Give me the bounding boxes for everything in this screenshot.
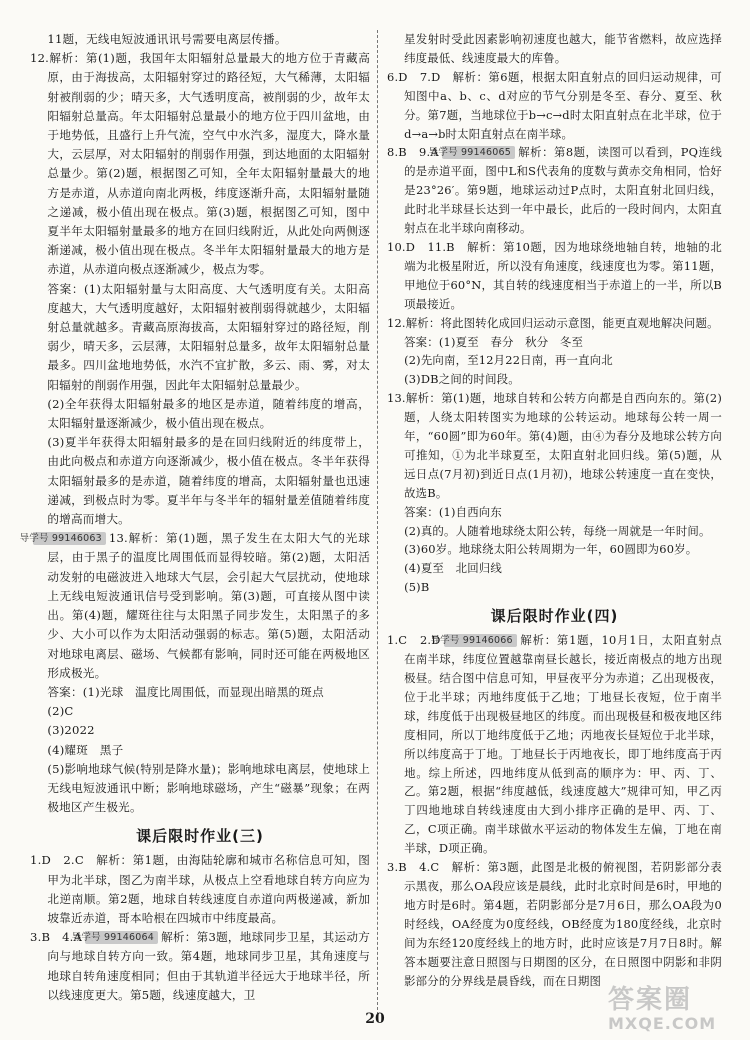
watermark-title: 答案圈 bbox=[608, 985, 693, 1015]
answer-12-key-3: (3)DB之间的时间段。 bbox=[404, 372, 520, 387]
answer-8-9-head: 8.B 9.A bbox=[387, 145, 439, 160]
left-column bbox=[19, 30, 371, 1005]
answer-12-explanation: 12.解析：第(1)题，我国年太阳辐射总量最大的地方位于青藏高原，由于海拔高，太阳辐射穿过的路径短，大气稀薄，太阳辐射被削弱的少；晴天多，大气透明度高，被削弱的少，故年太阳辐射总量高。年太阳辐射总量最小的地方位于四川盆地，由于地势低，且盛行上升气流，空气中水汽多，湿度大，降水量大，云层厚，对太阳辐射的削弱作用强，到达地面的太阳辐射总量少。第(2)题，根据图乙可知，全年太阳辐射量最大的地方是赤道，从赤道向南北两极，纬度逐渐升高，太阳辐射量随之递减，极小值出现在极点。第(3)题，根据图乙可知，图中夏半年太阳辐射量最多的地方在回归线附近，从此处向两侧逐渐递减，极小值出现在极点。冬半年太阳辐射量最大的地方是赤道，从赤道向极点逐渐减少，极点为零。 bbox=[30, 51, 370, 277]
answer-12-key-1: 答案：(1)太阳辐射量与太阳高度、大气透明度有关。太阳高度越大，大气透明度越好，太阳辐射被削弱得就越少，太阳辐射总量就越多。青藏高原海拔高，太阳辐射穿过的路径短，削弱少，晴天多，云层薄，太阳辐射总量多，故年太阳辐射总量最多。四川盆地地势低，水汽不宜扩散，多云、雨、雾，对太阳辐射的削弱作用强，因此年太阳辐射总量最少。 bbox=[47, 281, 370, 392]
guide-number-badge: 导学号 99146065 bbox=[442, 146, 515, 159]
answer-13-key-2: (2)真的。人随着地球绕太阳公转，每绕一周就是一年时间。 bbox=[404, 523, 711, 538]
column-divider bbox=[377, 30, 378, 1020]
answer-13-text: 13.解析：第(1)题，黑子发生在太阳大气的光球层，由于黑子的温度比周围低而显得较暗。第(2)题，太阳活动发射的电磁波进入地球大气层，会引起大气层扰动，使地球上无线电短波通讯信号受到影响。第(3)题，可直接从图中读出。第(4)题，耀斑往往与太阳黑子同步发生，太阳黑子的多少、大小可以作为太阳活动强弱的标志。第(5)题，太阳活动对地球电离层、磁场、气候都有影响，同时还可能在两极地区形成极光。 bbox=[47, 531, 370, 680]
answer-12-key-2: (2)先向南，至12月22日南，再一直向北 bbox=[404, 353, 613, 368]
answer-1-2-head: 1.C 2.D bbox=[387, 633, 441, 648]
text-line: 星发射时受此因素影响初速度也越大，能节省燃料，故应选择纬度最低、线速度最大的库鲁。 bbox=[404, 32, 722, 65]
answer-13-explanation bbox=[19, 529, 370, 683]
answer-13-key-1: 答案：(1)光球 温度比周围低，而显现出暗黑的斑点 bbox=[47, 684, 324, 699]
answer-6-7: 6.D 7.D 解析：第6题，根据太阳直射点的回归运动规律，可知图中a、b、c、d对应的节气分别是冬至、春分、夏至、秋分。第7题，当地球位于b→c→d时太阳直射点在北半球，位于d→a→b时太阳直射点在南半球。 bbox=[387, 69, 722, 141]
section-title-4: 课后限时作业(四) bbox=[490, 607, 619, 626]
answer-13-key-5: (5)影响地球气候(特别是降水量)；影响地球电离层，使地球上无线电短波通讯中断；影响地球磁场，产生“磁暴”现象；在两极地区产生极光。 bbox=[47, 761, 370, 815]
answer-12-key-1: 答案：(1)夏至 春分 秋分 冬至 bbox=[404, 334, 584, 349]
answer-10-11: 10.D 11.B 解析：第10题，因为地球绕地轴自转，地轴的北端为北极星附近，所以没有角速度，线速度也为零。第11题，甲地位于60°N，其自转的线速度相当于赤道上的一半，所以B项最接近。 bbox=[387, 239, 722, 311]
text-line: 11题，无线电短波通讯讯号需要电离层传播。 bbox=[47, 32, 287, 46]
page-number: 20 bbox=[365, 1011, 385, 1027]
answer-12-key-2: (2)全年获得太阳辐射最多的地区是赤道，随着纬度的增高，太阳辐射量逐渐减少，极小值出现在极点。 bbox=[47, 396, 370, 431]
right-column bbox=[387, 30, 722, 990]
answer-8-9 bbox=[387, 143, 722, 238]
answer-1-2: 1.D 2.C 解析：第1题，由海陆轮廓和城市名称信息可知，图甲为北半球，图乙为南半球，从极点上空看地球自转方向应为北逆南顺。第2题，地球自转线速度自赤道向两极递减，新加坡靠近赤道，哥本哈根在四城市中纬度最高。 bbox=[30, 853, 370, 925]
section-title-3: 课后限时作业(三) bbox=[136, 827, 264, 846]
watermark-logo bbox=[608, 985, 736, 1035]
guide-number-badge: 导学号 99146066 bbox=[444, 634, 517, 647]
answer-12-explanation: 12.解析：将此图转化成回归运动示意图，能更直观地解决问题。 bbox=[387, 315, 719, 330]
answer-13-key-4: (4)夏至 北回归线 bbox=[404, 561, 502, 576]
answer-3-4-body: 解析：第3题，地球同步卫星，其运动方向与地球自转方向一致。第4题，地球同步卫星，其角速度与地球自转角速度相同；但由于其轨道半径远大于地球半径，所以线速度更大。第5题，线速度越大，卫 bbox=[47, 930, 371, 1002]
answer-1-2-body: 解析：第1题，10月1日，太阳直射点在南半球，纬度位置越靠南昼长越长，接近南极点的地方出现极昼。结合图中信息可知，甲昼夜平分为赤道；乙出现极夜，位于北半球；丙地纬度低于乙地；丁地昼长夜短，位于南半球，纬度低于出现极昼地区的纬度。而出现极昼和极夜地区纬度相同，所以丁地纬度低于乙地；丙地夜长昼短位于北半球，所以纬度高于丁地。丁地昼长于丙地夜长，即丁地纬度高于丙地。综上所述，四地纬度从低到高的顺序为：甲、丙、丁、乙。第2题，根据“纬度越低，线速度越大”规律可知，甲乙丙丁四地地球自转线速度由大到小排序正确的是甲、丙、丁、乙，C项正确。南半球做水平运动的物体发生左偏，丁地在南半球，D项正确。 bbox=[404, 633, 723, 856]
answer-13-explanation: 13.解析：第(1)题，地球自转和公转方向都是自西向东的。第(2)题，人绕太阳转图实为地球的公转运动。地球每公转一周一年，“60圆”即为60年。第(4)题，由④为春分及地球公转方向可推知，①为北半球夏至，太阳直射北回归线。第(5)题，从远日点(7月初)到近日点(1月初)，地球公转速度一直在变快，故选B。 bbox=[387, 391, 722, 500]
answer-1-2 bbox=[387, 631, 722, 858]
watermark-url: MXQE.COM bbox=[608, 1014, 717, 1033]
answer-13-key-1: 答案：(1)自西向东 bbox=[404, 504, 502, 519]
answer-3-4: 3.B 4.C 解析：第3题，此图是北极的俯视图，若阴影部分表示黑夜，那么OA段应该是晨线，此时北京时间是6时，甲地的地方时是6时。第4题，若阴影部分是7月6日，那么OA段为0时经线，OA经度为0度经线，OB经度为180度经线，北京时间为东经120度经线上的地方时，此时应该是7月7日8时。解答本题要注意日照图与日期图的区分，在日照图中阴影和非阴影部分的分界线是晨昏线，而在日期图 bbox=[387, 860, 722, 988]
answer-13-key-4: (4)耀斑 黑子 bbox=[47, 742, 124, 757]
answer-8-9-body: 解析：第8题，读图可以看到，PQ连线的是赤道平面，图中L和S代表角的度数与黄赤交角相同，恰好是23°26′。第9题，地球运动过P点时，太阳直射北回归线，此时北半球昼长达到一年中最长，此后的一段时间内，太阳直射点在北半球向南移动。 bbox=[404, 145, 723, 236]
guide-number-badge: 导学号 99146063 bbox=[33, 532, 106, 545]
guide-number-badge: 导学号 99146064 bbox=[85, 931, 158, 944]
answer-12-key-3: (3)夏半年获得太阳辐射最多的是在回归线附近的纬度带上，由此向极点和赤道方向逐渐减少，极小值在极点。冬半年获得太阳辐射最多的是赤道，随着纬度的增高，太阳辐射量也迅速递减，到极点时为零。夏半年与冬半年的辐射量差值随着纬度的增高而增大。 bbox=[47, 435, 370, 527]
answer-13-key-3: (3)2022 bbox=[47, 723, 95, 738]
answer-13-key-5: (5)B bbox=[404, 580, 430, 595]
answer-13-key-2: (2)C bbox=[47, 704, 74, 719]
answer-3-4-head: 3.B 4.A bbox=[30, 930, 83, 945]
answer-13-key-3: (3)60岁。地球绕太阳公转周期为一年，60圆即为60岁。 bbox=[404, 542, 698, 557]
answer-3-4 bbox=[30, 928, 370, 1005]
